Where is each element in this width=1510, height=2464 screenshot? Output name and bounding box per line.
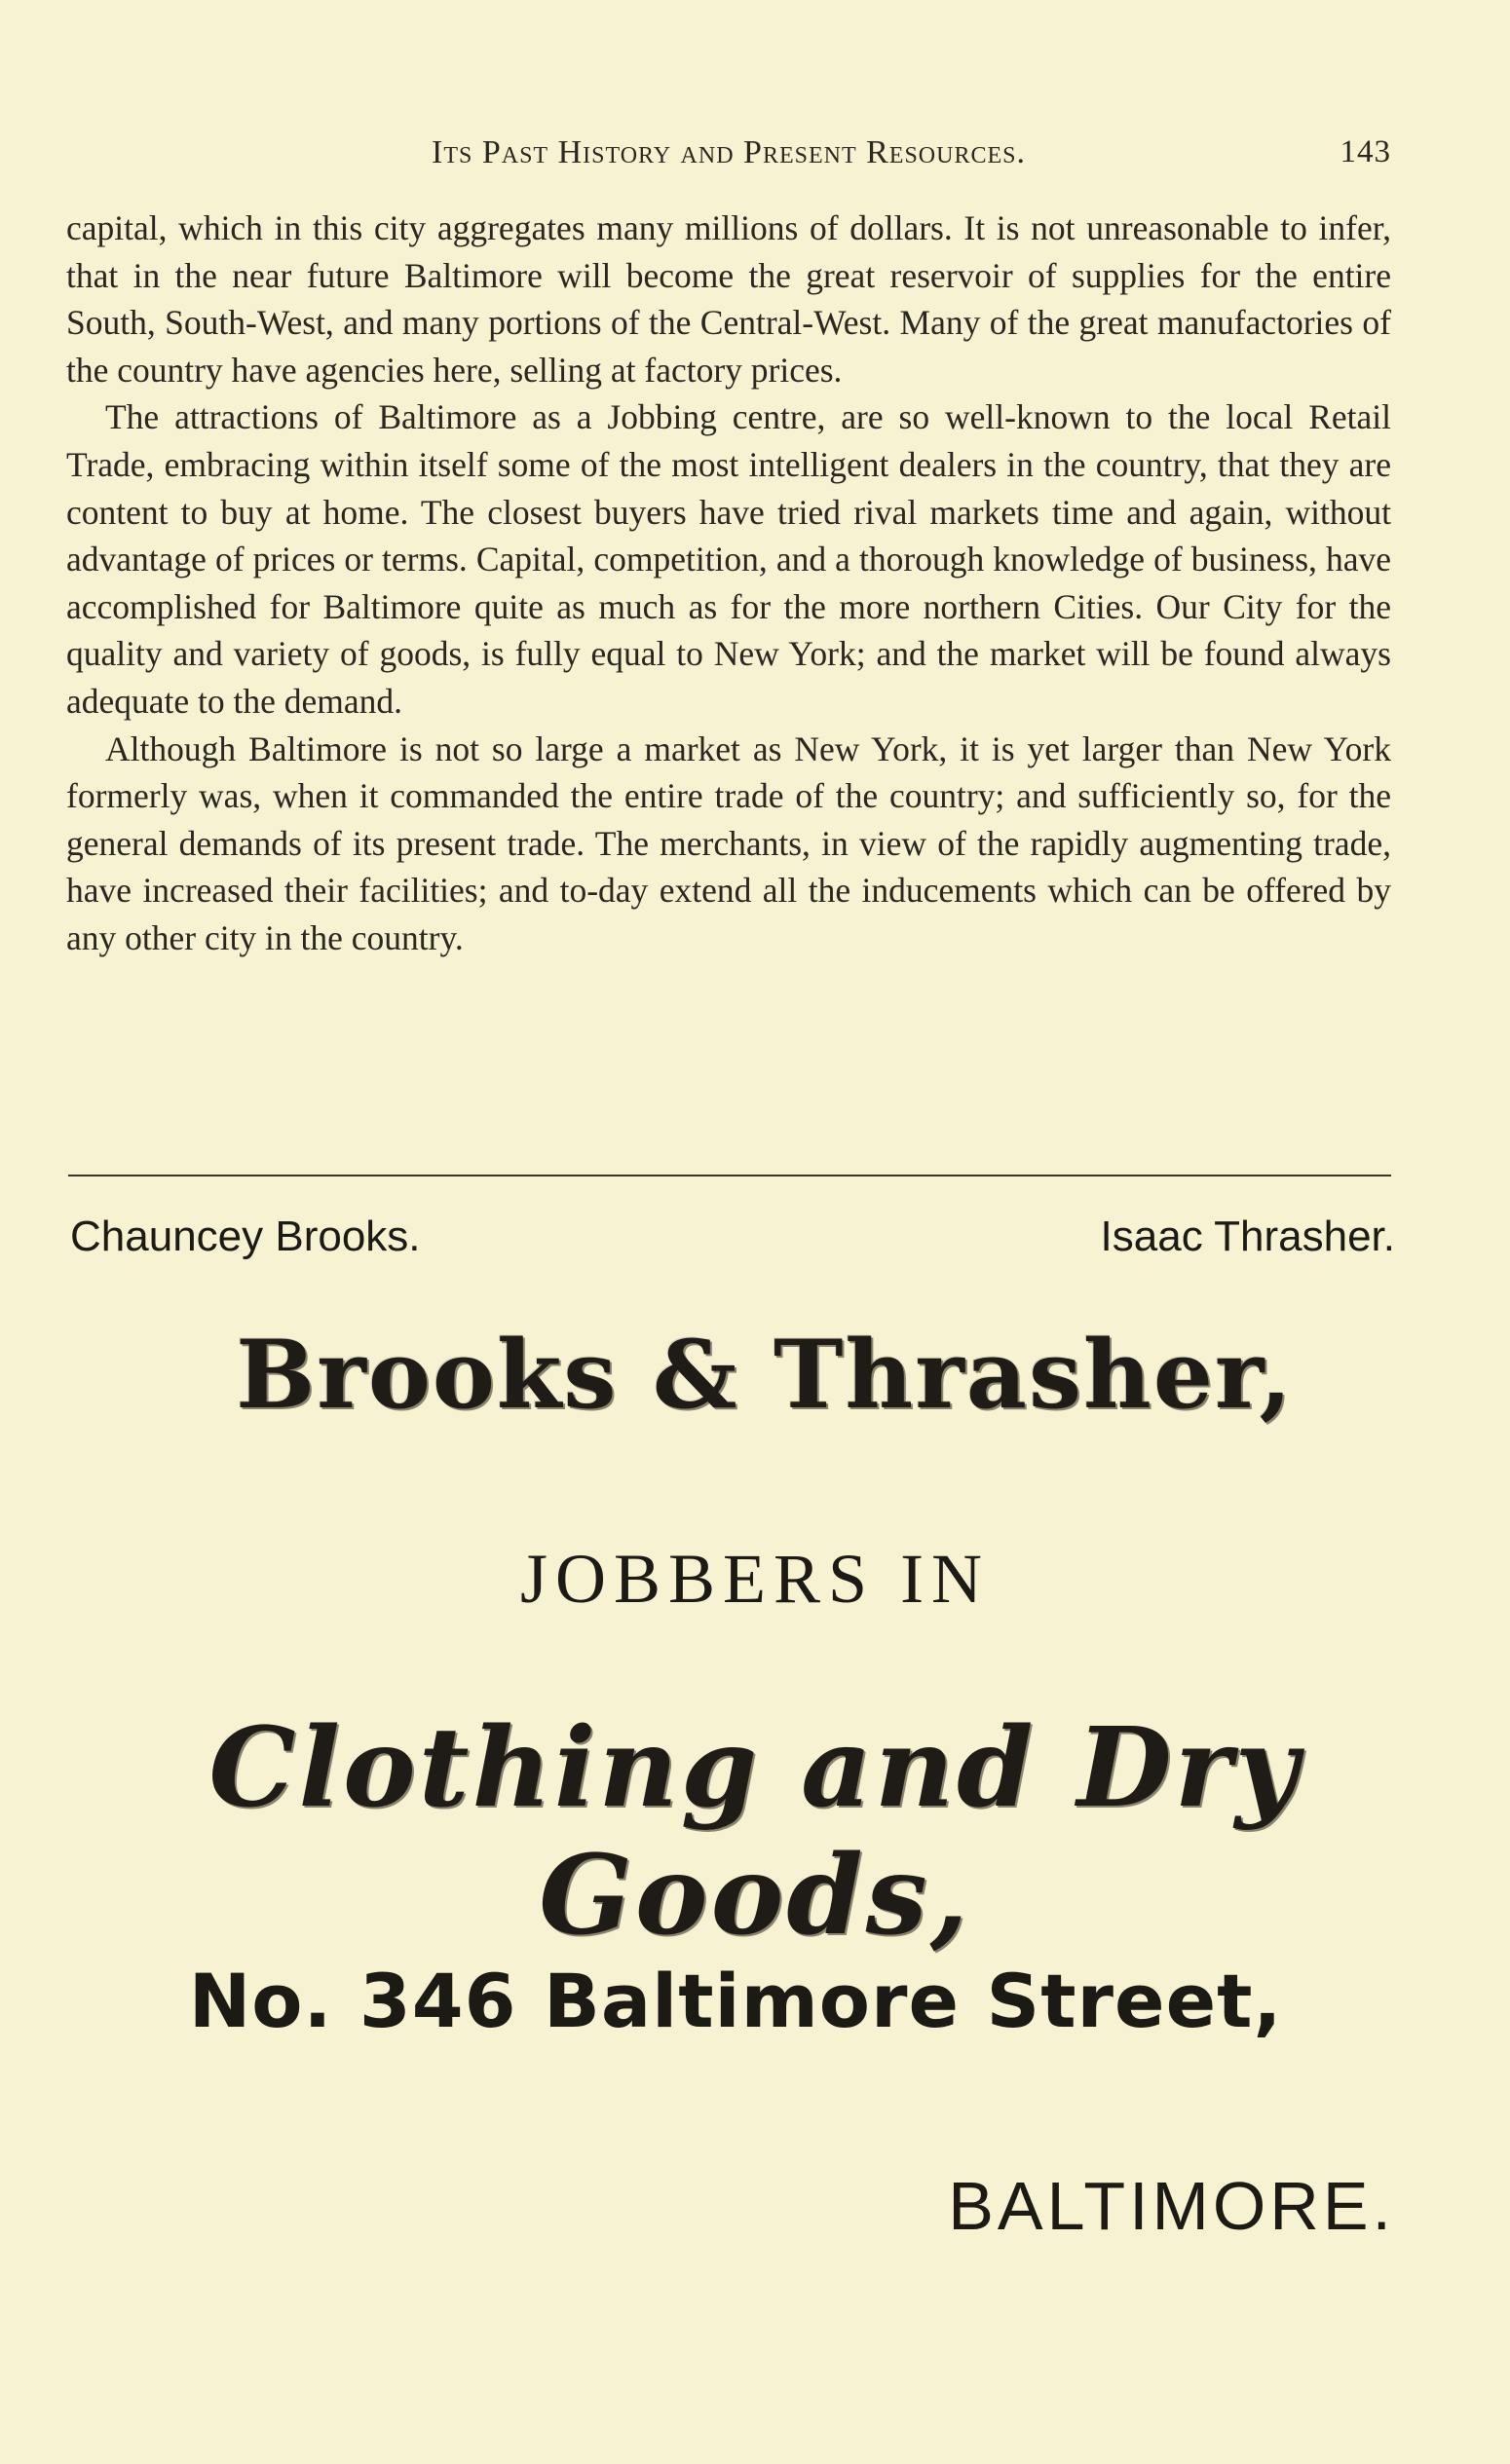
section-divider [68,1175,1391,1176]
trade-line: JOBBERS IN [519,1540,991,1618]
address-line: No. 346 Baltimore Street, [188,1958,1283,2044]
paragraph-3: Although Baltimore is not so large a market as New York, it is yet larger than New York formerly was, when it commanded the entire trade of the country; and sufficiently so, for the general demands of its present trade. The merchants, in view of the rapidly augmenting trade, have increased their facilities; and to-day extend all the inducements which can be offered by any other city in the country. [66,728,1391,957]
paragraph-1: capital, which in this city aggregates many millions of dollars. It is not unreasonable to infer, that in the near future Baltimore will become the great reservoir of supplies for the entire South, South-West, and many portions of the Central-West. Many of the great manufactories of the country have agencies here, selling at factory prices. [66,208,1391,390]
partner-left: Chauncey Brooks. [70,1213,421,1260]
firm-name: Brooks & Thrasher, [236,1320,1294,1430]
running-head [66,134,1391,173]
body-text [66,205,1391,962]
paragraph-2: The attractions of Baltimore as a Jobbing centre, are so well-known to the local Retail Trade, embracing within itself some of the most intelligent dealers in the country, that they are content to buy at home. The closest buyers have tried rival markets time and again, without advantage of prices or terms. Capital, competition, and a thorough knowledge of business, have accomplished for Baltimore quite as much as for the more northern Cities. Our City for the quality and variety of goods, is fully equal to New York; and the market will be found always adequate to the demand. [66,397,1391,721]
goods-line: Clothing and Dry Goods, [208,1704,1302,1960]
page-number: 143 [1340,134,1391,169]
partner-right: Isaac Thrasher. [1100,1213,1395,1260]
city-line: BALTIMORE. [948,2168,1395,2244]
partner-names [70,1213,1395,1271]
running-title: Its Past History and Present Resources. [432,134,1026,170]
